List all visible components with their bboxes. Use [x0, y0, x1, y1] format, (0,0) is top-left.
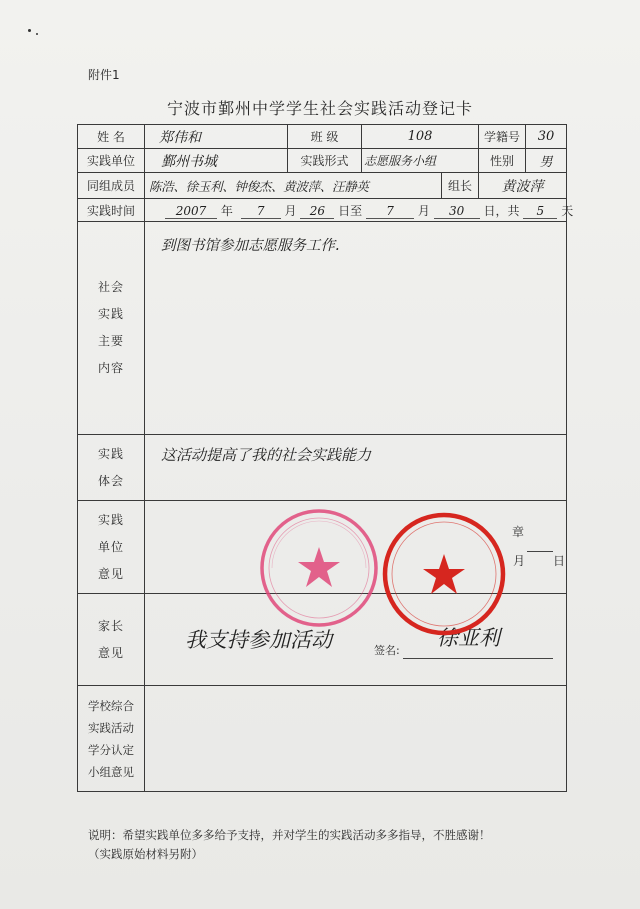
unit-opinion-label	[78, 501, 145, 594]
registration-form-table	[77, 124, 574, 792]
content-label	[78, 222, 145, 435]
unit-opinion-label-line: 实践	[97, 512, 124, 527]
row-content	[78, 222, 567, 435]
class-value[interactable]: 108	[362, 125, 479, 149]
experience-label-line: 体会	[97, 473, 124, 488]
start-month-value[interactable]: 7	[241, 204, 281, 219]
school-label-line: 小组意见	[88, 764, 134, 779]
parent-label-line: 意见	[97, 645, 124, 660]
members-value[interactable]: 陈浩、徐玉利、钟俊杰、黄波萍、汪静英	[145, 173, 442, 199]
row-time	[78, 199, 567, 222]
content-label-line: 实践	[97, 307, 124, 321]
month-unit: 月	[284, 203, 297, 218]
end-month-unit: 月	[417, 203, 430, 218]
row-experience	[78, 435, 567, 501]
experience-label-line: 实践	[97, 446, 124, 461]
parent-opinion-text: 我支持参加活动	[185, 628, 332, 652]
notes	[88, 826, 491, 864]
time-label: 实践时间	[78, 199, 145, 222]
total-unit: 日，共	[483, 203, 520, 218]
parent-sign-label: 签名:	[374, 644, 400, 657]
day-suffix: 日	[553, 554, 566, 568]
form-value[interactable]: 志愿服务小组	[362, 149, 479, 173]
unit-value[interactable]: 鄞州书城	[145, 149, 288, 173]
days-unit: 天	[561, 203, 574, 218]
row-name	[78, 125, 567, 149]
gender-value[interactable]: 男	[526, 149, 567, 173]
name-label: 姓 名	[78, 125, 145, 149]
content-label-line: 社会	[97, 280, 124, 294]
page-title: 宁波市鄞州中学学生社会实践活动登记卡	[166, 99, 473, 118]
seal-star-icon	[298, 547, 340, 587]
leader-value[interactable]: 黄波萍	[479, 173, 567, 199]
seal-star-icon	[423, 554, 465, 594]
leader-label: 组长	[442, 173, 479, 199]
school-label	[78, 686, 145, 792]
class-label: 班 级	[288, 125, 362, 149]
members-label: 同组成员	[78, 173, 145, 199]
scan-speck	[36, 33, 38, 35]
student-no-value[interactable]: 30	[526, 125, 567, 149]
form-label: 实践形式	[288, 149, 362, 173]
note-line-2: （实践原始材料另附）	[88, 847, 203, 861]
school-label-line: 学校综合	[88, 698, 134, 713]
school-label-line: 学分认定	[88, 742, 134, 757]
total-days-value[interactable]: 5	[523, 204, 557, 219]
row-school	[78, 686, 567, 792]
experience-label	[78, 435, 145, 501]
month-suffix: 月	[513, 554, 526, 568]
end-day-value[interactable]: 30	[434, 204, 480, 219]
attachment-label: 附件1	[88, 68, 120, 82]
unit-opinion-label-line: 单位	[97, 539, 124, 554]
school-cell[interactable]	[145, 686, 567, 792]
day-blank	[527, 551, 553, 552]
row-unit	[78, 149, 567, 173]
signature-line	[403, 658, 553, 659]
left-seal-stamp	[258, 507, 380, 629]
right-seal-stamp	[380, 510, 508, 638]
experience-cell[interactable]	[145, 435, 567, 501]
parent-label	[78, 594, 145, 686]
content-label-line: 内容	[97, 361, 124, 375]
seal-suffix: 章	[512, 525, 525, 539]
content-text: 到图书馆参加志愿服务工作.	[161, 238, 340, 254]
school-label-line: 实践活动	[88, 720, 134, 735]
experience-text: 这活动提高了我的社会实践能力	[161, 446, 372, 464]
scan-speck	[28, 29, 31, 32]
parent-signature: 徐亚利	[437, 626, 500, 650]
gender-label: 性别	[479, 149, 526, 173]
year-value[interactable]: 2007	[165, 204, 217, 219]
start-day-value[interactable]: 26	[300, 204, 334, 219]
end-month-value[interactable]: 7	[366, 204, 414, 219]
unit-opinion-label-line: 意见	[97, 566, 124, 581]
content-label-line: 主要	[97, 334, 124, 348]
time-range	[145, 199, 574, 222]
note-line-1: 说明：希望实践单位多多给予支持，并对学生的实践活动多多指导，不胜感谢！	[88, 828, 491, 842]
student-no-label: 学籍号	[479, 125, 526, 149]
content-cell[interactable]	[145, 222, 567, 435]
day-unit: 日至	[338, 203, 363, 218]
parent-label-line: 家长	[97, 618, 124, 633]
row-members	[78, 173, 567, 199]
unit-label: 实践单位	[78, 149, 145, 173]
name-value[interactable]: 郑伟和	[145, 125, 288, 149]
year-unit: 年	[220, 203, 233, 218]
